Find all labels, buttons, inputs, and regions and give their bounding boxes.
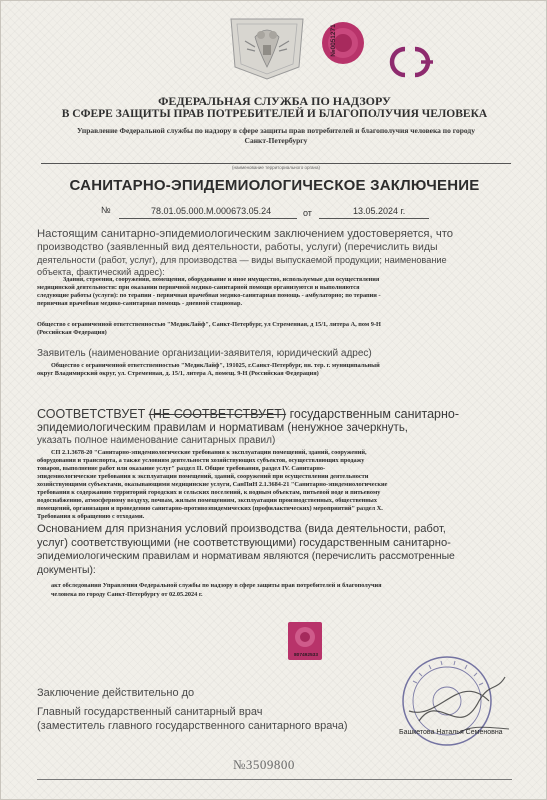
date-underline [319,218,429,219]
activity-line2: медицинской деятельности: при оказании первичной медико-санитарной помощи организуются и выполняются [37,284,360,291]
intro-line1: Настоящим санитарно-эпидемиологическим заключением удостоверяется, что [37,228,454,240]
number-underline [119,218,297,219]
document-title: САНИТАРНО-ЭПИДЕМИОЛОГИЧЕСКОЕ ЗАКЛЮЧЕНИЕ [69,177,480,194]
conformity-word: СООТВЕТСТВУЕТ [37,407,146,421]
document-number: 78.01.05.000.М.000673.05.24 [151,206,272,216]
basis-line4: документы): [37,565,96,576]
conformity-line3: указать полное наименование санитарных правил) [37,435,276,446]
intro-line3: деятельности (работ, услуг), для производства — виды выпускаемой продукции; наименование [37,255,447,265]
conformity-line1 [37,407,459,421]
signatory-line2: (заместитель главного государственного санитарного врача) [37,720,348,732]
rules-line8: помещений, организации и проведению санитарно-противоэпидемических (профилактических) мероприятий" раздел Х. [37,505,383,512]
department-line1: Управление Федеральной службы по надзору в сфере защиты прав потребителей и благополучия человека по городу [77,126,475,135]
object-org-line1: Общество с ограниченной ответственностью "МедикЛайф", Санкт-Петербург, ул Стременная, д 15/1, литера А, пом 9-Н [37,321,381,328]
document-date: 13.05.2024 г. [353,206,406,216]
applicant-label: Заявитель (наименование организации-заявителя, юридический адрес) [37,348,372,359]
date-prefix: от [303,208,312,218]
applicant-line2: округ Владимирский округ, ул. Стременная, д. 15/1, литера А, помещ. 9-Н (Российская Федерация) [37,370,319,377]
basis-line2: услуг) соответствующими (не соответствующими) государственным санитарно- [37,537,451,549]
bottom-divider [37,779,512,780]
department-line2: Санкт-Петербургу [244,136,308,145]
activity-line1: Здания, строения, сооружения, помещения, оборудование и иное имущество, используемые для осуществления [63,276,380,283]
basis-line3: эпидемиологическим правилам и нормативам являются (перечислить рассмотренные [37,551,455,562]
agency-title-line2: В СФЕРЕ ЗАЩИТЫ ПРАВ ПОТРЕБИТЕЛЕЙ И БЛАГОПОЛУЧИЯ ЧЕЛОВЕКА [61,108,488,120]
stamp-small-code: 807492533 [293,653,318,658]
ses-logo-icon [385,43,441,81]
basis-line1: Основанием для признания условий производства (вида деятельности, работ, [37,523,446,535]
official-seal-icon [389,651,529,751]
hologram-code: №0051271 [329,23,337,57]
rules-line2: оборудования и транспорта, а также условиям деятельности хозяйствующих субъектов, осуществляющих продажу [37,457,365,464]
activity-line4: первичная врачебная медико-санитарная помощь - дневной стационар. [37,300,243,307]
validity-label: Заключение действительно до [37,687,195,699]
rules-line5: хозяйствующими субъектами, оказывающими медицинские услуги, СанПиН 2.1.3684-21 "Санитарно-эпидемиологические [37,481,388,488]
basis-doc-line2: человека по городу Санкт-Петербургу от 02.05.2024 г. [51,591,203,598]
conformity-struck: (НЕ СООТВЕТСТВУЕТ) [148,407,287,421]
serial-number: №3509800 [233,757,295,772]
intro-line4: объекта, фактический адрес): [37,267,165,277]
conformity-rest: государственным санитарно- [289,407,459,421]
territorial-caption: (наименование территориального органа) [231,165,321,170]
divider [41,163,511,164]
activity-line3: следующие работы (услуги): по терапии - первичная врачебная медико-санитарная помощь - амбулаторно; по терапии - [37,292,381,299]
conformity-line2: эпидемиологическим правилам и нормативам (ненужное зачеркнуть, [37,422,409,434]
rules-line3: товаров, выполнение работ или оказание услуг" раздел II. Общие требования, раздел IV. Санитарно- [37,465,326,472]
rules-line4: эпидемиологические требования к эксплуатации помещений, зданий, сооружений при осуществлении деятельности [37,473,369,480]
intro-line2: производство (заявленный вид деятельности, работы, услуги) (перечислить виды [37,241,438,253]
agency-title-line1: ФЕДЕРАЛЬНАЯ СЛУЖБА ПО НАДЗОРУ [158,94,391,108]
rules-line7: водоснабжению, атмосферному воздуху, почвам, жилым помещениям, эксплуатации производственных, общественных [37,497,377,504]
rules-line1: СП 2.1.3678-20 "Санитарно-эпидемиологические требования к эксплуатации помещений, зданий, сооружений, [51,449,367,456]
applicant-line1: Общество с ограниченной ответственностью "МедикЛайф", 191025, г.Санкт-Петербург, вн. тер. г. муниципальный [51,362,380,369]
number-prefix: № [101,205,111,215]
rules-line6: требования к содержанию территорий городских и сельских поселений, к водным объектам, питьевой воде и питьевому [37,489,381,496]
emblem-icon [227,15,307,81]
signatory-name: Башкетова Наталья Семеновна [399,729,503,736]
object-org-line2: (Российская Федерация) [37,329,107,336]
signatory-line1: Главный государственный санитарный врач [37,706,263,718]
basis-doc-line1: акт обследования Управления Федеральной службы по надзору в сфере защиты прав потребителей и благополучия [51,582,382,589]
rules-line9: Требования к обращению с отходами. [37,513,145,520]
